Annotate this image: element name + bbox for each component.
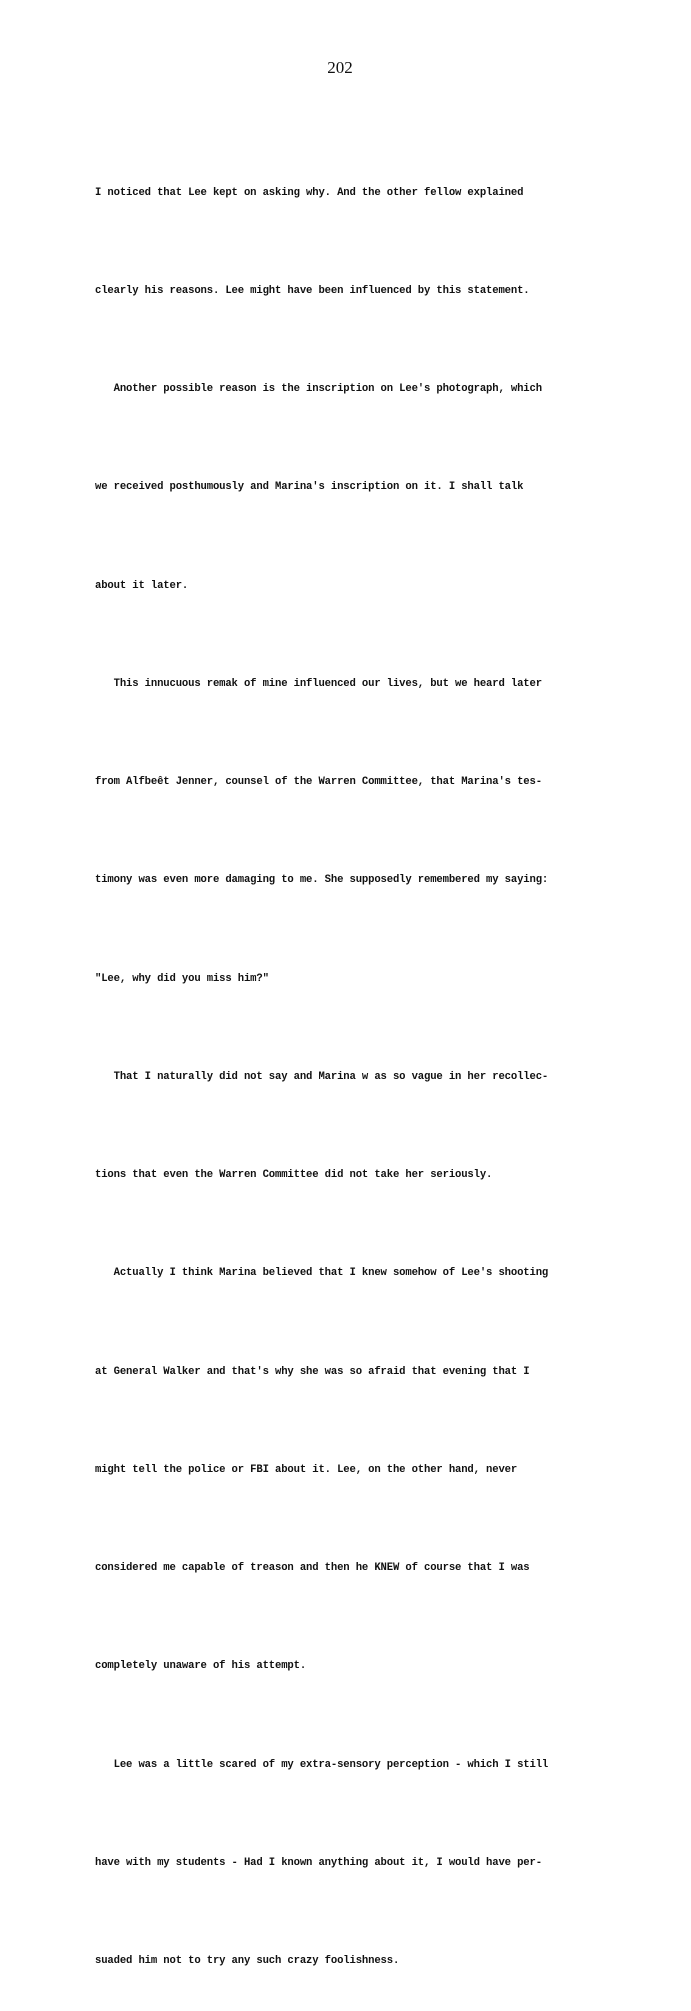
page-number: 202 bbox=[327, 58, 353, 77]
text-line: Lee was a little scared of my extra-sensory perception - which I still bbox=[95, 1758, 549, 1771]
text-line: Actually I think Marina believed that I knew somehow of Lee's shooting bbox=[95, 1267, 549, 1280]
text-line: This innucuous remak of mine influenced our lives, but we heard later bbox=[95, 677, 542, 690]
text-line: considered me capable of treason and then he KNEW of course that I was bbox=[95, 1562, 530, 1574]
text-line: tions that even the Warren Committee did not take her seriously. bbox=[95, 1169, 493, 1181]
text-line: might tell the police or FBI about it. Lee, on the other hand, never bbox=[95, 1463, 518, 1476]
text-line: have with my students - Had I known anything about it, I would have per- bbox=[95, 1856, 542, 1869]
text-line: I noticed that Lee kept on asking why. And the other fellow explained bbox=[95, 186, 524, 199]
text-line: from Alfbeêt Jenner, counsel of the Warren Committee, that Marina's tes- bbox=[95, 776, 542, 788]
text-line: completely unaware of his attempt. bbox=[95, 1660, 307, 1673]
text-line: at General Walker and that's why she was so afraid that evening that I bbox=[95, 1365, 530, 1378]
text-line: Another possible reason is the inscription on Lee's photograph, which bbox=[95, 383, 542, 395]
text-line: suaded him not to try any such crazy foolishness. bbox=[95, 1955, 400, 1967]
text-line: "Lee, why did you miss him?" bbox=[95, 972, 269, 985]
text-line: about it later. bbox=[95, 579, 189, 592]
text-line: clearly his reasons. Lee might have been influenced by this statement. bbox=[95, 284, 530, 297]
text-line: we received posthumously and Marina's inscription on it. I shall talk bbox=[95, 481, 524, 494]
body-text bbox=[95, 111, 595, 2011]
text-line: That I naturally did not say and Marina w as so vague in her recollec- bbox=[95, 1070, 549, 1083]
text-line: timony was even more damaging to me. She supposedly remembered my saying: bbox=[95, 874, 549, 887]
